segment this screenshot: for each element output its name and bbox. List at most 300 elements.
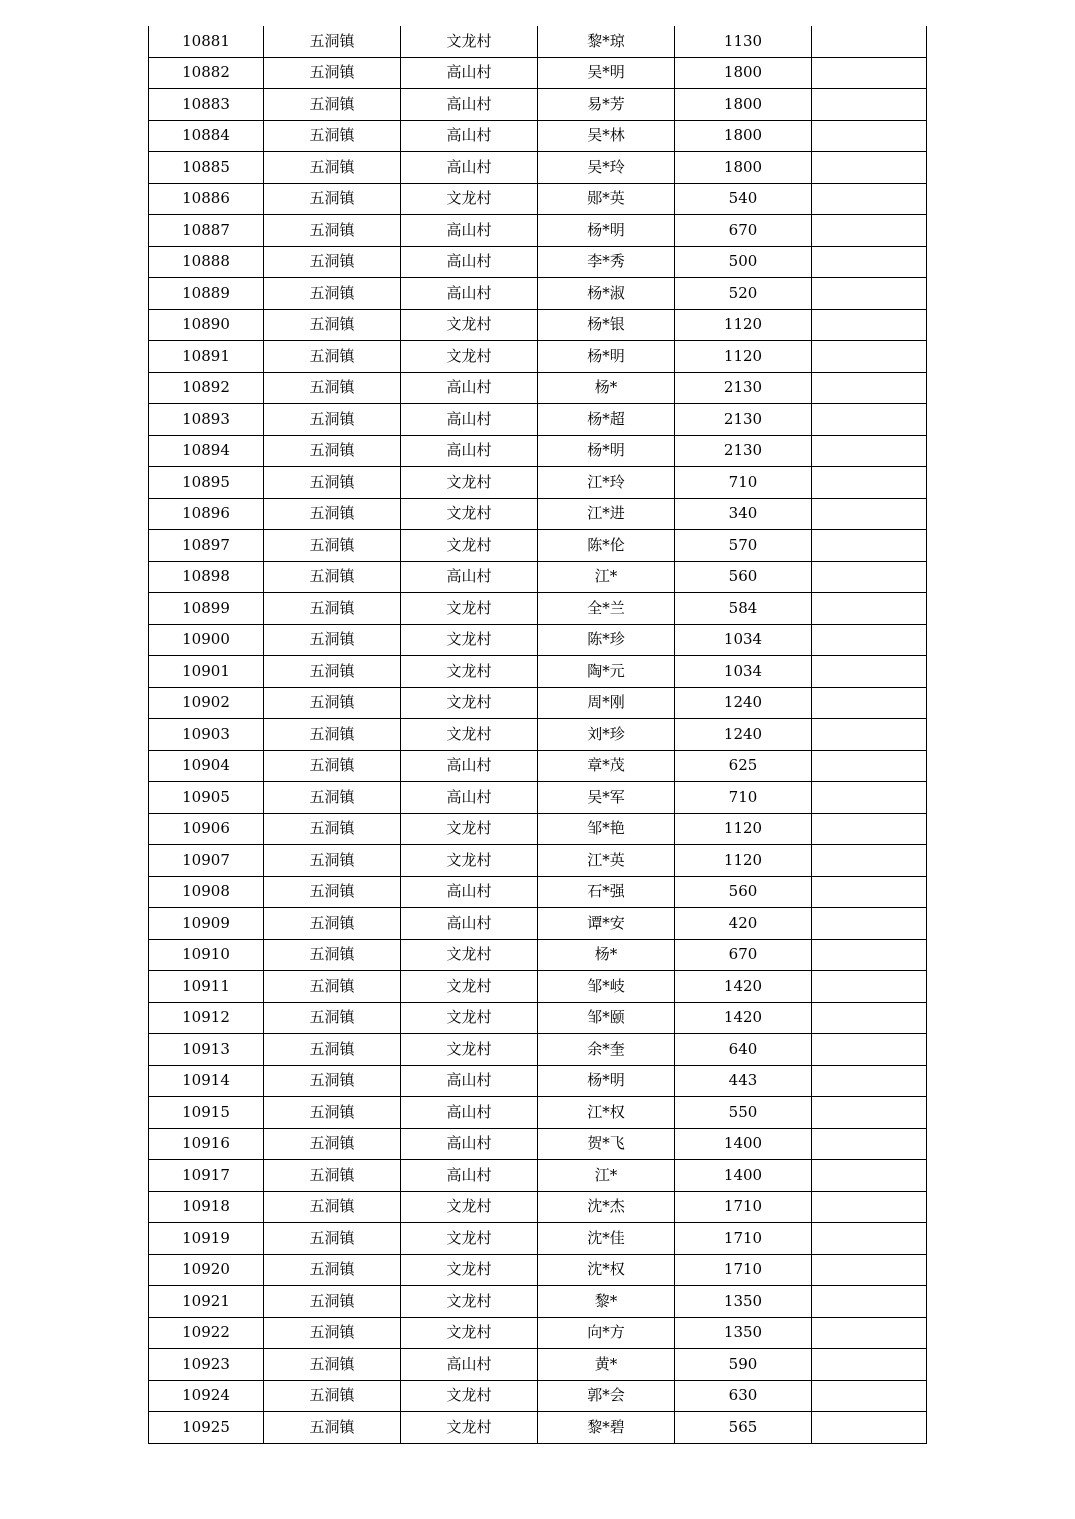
cell-amount: 520 [675,278,812,310]
table-row [149,782,927,814]
cell-note [812,183,927,215]
cell-id: 10900 [149,624,264,656]
cell-amount: 1240 [675,687,812,719]
cell-town: 五洞镇 [264,246,401,278]
cell-id: 10894 [149,435,264,467]
cell-note [812,120,927,152]
cell-id: 10895 [149,467,264,499]
cell-name: 江* [538,1160,675,1192]
cell-town: 五洞镇 [264,1128,401,1160]
cell-amount: 710 [675,467,812,499]
cell-note [812,1380,927,1412]
cell-amount: 1400 [675,1128,812,1160]
table-row [149,278,927,310]
cell-id: 10889 [149,278,264,310]
cell-name: 黎* [538,1286,675,1318]
cell-town: 五洞镇 [264,435,401,467]
cell-name: 吴*玲 [538,152,675,184]
cell-note [812,656,927,688]
cell-name: 沈*佳 [538,1223,675,1255]
cell-village: 高山村 [401,404,538,436]
table-row [149,687,927,719]
cell-town: 五洞镇 [264,152,401,184]
cell-id: 10912 [149,1002,264,1034]
cell-note [812,1002,927,1034]
cell-village: 高山村 [401,1097,538,1129]
cell-village: 高山村 [401,152,538,184]
cell-town: 五洞镇 [264,498,401,530]
cell-village: 高山村 [401,876,538,908]
cell-amount: 560 [675,876,812,908]
cell-id: 10924 [149,1380,264,1412]
cell-note [812,1128,927,1160]
cell-id: 10887 [149,215,264,247]
cell-note [812,687,927,719]
cell-amount: 1350 [675,1317,812,1349]
cell-name: 邹*颐 [538,1002,675,1034]
cell-id: 10918 [149,1191,264,1223]
cell-note [812,1223,927,1255]
cell-amount: 640 [675,1034,812,1066]
table-row [149,1002,927,1034]
cell-name: 沈*杰 [538,1191,675,1223]
cell-note [812,1160,927,1192]
cell-village: 文龙村 [401,1412,538,1444]
cell-note [812,1317,927,1349]
cell-id: 10920 [149,1254,264,1286]
cell-amount: 1034 [675,656,812,688]
cell-id: 10907 [149,845,264,877]
cell-village: 文龙村 [401,939,538,971]
table-row [149,152,927,184]
cell-note [812,845,927,877]
cell-amount: 1800 [675,57,812,89]
cell-note [812,152,927,184]
cell-id: 10901 [149,656,264,688]
cell-village: 高山村 [401,1349,538,1381]
cell-town: 五洞镇 [264,1160,401,1192]
cell-name: 杨*超 [538,404,675,436]
cell-amount: 540 [675,183,812,215]
cell-town: 五洞镇 [264,26,401,57]
table-row [149,1317,927,1349]
cell-village: 文龙村 [401,845,538,877]
cell-name: 刘*珍 [538,719,675,751]
table-row [149,1160,927,1192]
cell-town: 五洞镇 [264,1380,401,1412]
cell-amount: 1120 [675,341,812,373]
cell-name: 周*刚 [538,687,675,719]
cell-name: 陈*珍 [538,624,675,656]
cell-note [812,813,927,845]
cell-town: 五洞镇 [264,530,401,562]
cell-town: 五洞镇 [264,183,401,215]
cell-town: 五洞镇 [264,1254,401,1286]
cell-village: 文龙村 [401,1223,538,1255]
cell-name: 杨* [538,939,675,971]
table-row [149,1254,927,1286]
cell-name: 陶*元 [538,656,675,688]
cell-amount: 420 [675,908,812,940]
cell-town: 五洞镇 [264,404,401,436]
cell-note [812,876,927,908]
cell-amount: 1120 [675,309,812,341]
table-row [149,246,927,278]
cell-amount: 2130 [675,404,812,436]
cell-town: 五洞镇 [264,845,401,877]
cell-name: 杨* [538,372,675,404]
cell-name: 邹*岐 [538,971,675,1003]
cell-name: 郭*会 [538,1380,675,1412]
cell-amount: 1800 [675,152,812,184]
cell-name: 陈*伦 [538,530,675,562]
cell-id: 10892 [149,372,264,404]
table-row [149,215,927,247]
cell-id: 10905 [149,782,264,814]
cell-village: 高山村 [401,435,538,467]
cell-amount: 1710 [675,1223,812,1255]
table-row [149,876,927,908]
cell-name: 杨*明 [538,435,675,467]
table-row [149,372,927,404]
cell-town: 五洞镇 [264,624,401,656]
table-row [149,1034,927,1066]
cell-village: 高山村 [401,278,538,310]
cell-id: 10914 [149,1065,264,1097]
cell-village: 文龙村 [401,624,538,656]
cell-amount: 500 [675,246,812,278]
cell-name: 吴*明 [538,57,675,89]
cell-village: 高山村 [401,57,538,89]
cell-id: 10925 [149,1412,264,1444]
cell-town: 五洞镇 [264,1223,401,1255]
cell-id: 10882 [149,57,264,89]
cell-amount: 1240 [675,719,812,751]
cell-village: 文龙村 [401,1286,538,1318]
table-row [149,26,927,57]
cell-note [812,908,927,940]
cell-village: 文龙村 [401,1317,538,1349]
cell-village: 文龙村 [401,719,538,751]
cell-village: 高山村 [401,750,538,782]
cell-note [812,971,927,1003]
table-row [149,624,927,656]
cell-note [812,341,927,373]
cell-amount: 630 [675,1380,812,1412]
cell-town: 五洞镇 [264,908,401,940]
cell-village: 文龙村 [401,183,538,215]
cell-village: 文龙村 [401,971,538,1003]
cell-id: 10909 [149,908,264,940]
table-row [149,1065,927,1097]
table-row [149,467,927,499]
cell-amount: 670 [675,215,812,247]
cell-name: 向*方 [538,1317,675,1349]
cell-name: 全*兰 [538,593,675,625]
table-row [149,1380,927,1412]
cell-town: 五洞镇 [264,341,401,373]
cell-amount: 1034 [675,624,812,656]
cell-amount: 1420 [675,1002,812,1034]
table-row [149,719,927,751]
table-row [149,561,927,593]
cell-amount: 340 [675,498,812,530]
cell-village: 文龙村 [401,467,538,499]
cell-id: 10881 [149,26,264,57]
cell-id: 10919 [149,1223,264,1255]
table-row [149,593,927,625]
cell-town: 五洞镇 [264,813,401,845]
cell-town: 五洞镇 [264,89,401,121]
cell-town: 五洞镇 [264,1065,401,1097]
cell-village: 文龙村 [401,1002,538,1034]
cell-id: 10888 [149,246,264,278]
cell-village: 高山村 [401,215,538,247]
cell-name: 贺*飞 [538,1128,675,1160]
cell-village: 文龙村 [401,1191,538,1223]
cell-name: 杨*明 [538,1065,675,1097]
cell-id: 10906 [149,813,264,845]
cell-id: 10921 [149,1286,264,1318]
cell-village: 高山村 [401,1128,538,1160]
data-table [148,26,927,1444]
cell-note [812,1097,927,1129]
cell-id: 10884 [149,120,264,152]
cell-note [812,215,927,247]
cell-town: 五洞镇 [264,57,401,89]
cell-village: 高山村 [401,120,538,152]
cell-amount: 584 [675,593,812,625]
cell-note [812,1286,927,1318]
cell-note [812,372,927,404]
table-row [149,656,927,688]
table-row [149,530,927,562]
cell-village: 高山村 [401,908,538,940]
cell-id: 10915 [149,1097,264,1129]
cell-amount: 590 [675,1349,812,1381]
cell-id: 10910 [149,939,264,971]
cell-note [812,1065,927,1097]
cell-note [812,498,927,530]
cell-town: 五洞镇 [264,719,401,751]
cell-town: 五洞镇 [264,971,401,1003]
cell-town: 五洞镇 [264,1412,401,1444]
cell-village: 文龙村 [401,26,538,57]
cell-name: 黄* [538,1349,675,1381]
cell-amount: 710 [675,782,812,814]
cell-amount: 550 [675,1097,812,1129]
cell-amount: 1800 [675,120,812,152]
cell-amount: 625 [675,750,812,782]
cell-id: 10899 [149,593,264,625]
cell-amount: 1420 [675,971,812,1003]
cell-town: 五洞镇 [264,782,401,814]
cell-amount: 1400 [675,1160,812,1192]
cell-amount: 2130 [675,435,812,467]
cell-id: 10890 [149,309,264,341]
table-row [149,1412,927,1444]
cell-id: 10885 [149,152,264,184]
cell-id: 10904 [149,750,264,782]
table-row [149,939,927,971]
cell-village: 高山村 [401,89,538,121]
cell-note [812,467,927,499]
table-row [149,89,927,121]
cell-note [812,26,927,57]
cell-note [812,561,927,593]
cell-village: 文龙村 [401,687,538,719]
cell-name: 章*茂 [538,750,675,782]
cell-id: 10917 [149,1160,264,1192]
table-row [149,435,927,467]
cell-note [812,530,927,562]
cell-town: 五洞镇 [264,467,401,499]
table-row [149,57,927,89]
cell-village: 文龙村 [401,341,538,373]
cell-id: 10896 [149,498,264,530]
cell-town: 五洞镇 [264,656,401,688]
cell-amount: 1710 [675,1254,812,1286]
cell-id: 10922 [149,1317,264,1349]
cell-name: 江*进 [538,498,675,530]
table-row [149,183,927,215]
cell-amount: 670 [675,939,812,971]
cell-village: 文龙村 [401,1254,538,1286]
table-row [149,404,927,436]
cell-name: 沈*权 [538,1254,675,1286]
cell-note [812,435,927,467]
cell-village: 文龙村 [401,656,538,688]
cell-id: 10893 [149,404,264,436]
cell-id: 10911 [149,971,264,1003]
table-row [149,309,927,341]
cell-amount: 1120 [675,845,812,877]
cell-town: 五洞镇 [264,1191,401,1223]
cell-name: 邹*艳 [538,813,675,845]
cell-id: 10898 [149,561,264,593]
cell-note [812,1254,927,1286]
cell-id: 10902 [149,687,264,719]
cell-note [812,1191,927,1223]
cell-amount: 1130 [675,26,812,57]
cell-name: 黎*碧 [538,1412,675,1444]
cell-town: 五洞镇 [264,1002,401,1034]
cell-amount: 560 [675,561,812,593]
cell-note [812,719,927,751]
cell-town: 五洞镇 [264,561,401,593]
cell-name: 易*芳 [538,89,675,121]
cell-amount: 1120 [675,813,812,845]
cell-village: 高山村 [401,1065,538,1097]
cell-id: 10891 [149,341,264,373]
cell-amount: 1800 [675,89,812,121]
cell-amount: 1350 [675,1286,812,1318]
cell-village: 文龙村 [401,813,538,845]
cell-village: 文龙村 [401,309,538,341]
cell-village: 文龙村 [401,530,538,562]
cell-amount: 570 [675,530,812,562]
cell-town: 五洞镇 [264,750,401,782]
table-row [149,908,927,940]
cell-name: 吴*林 [538,120,675,152]
cell-village: 文龙村 [401,1380,538,1412]
cell-note [812,782,927,814]
cell-note [812,1412,927,1444]
table-row [149,341,927,373]
cell-town: 五洞镇 [264,1097,401,1129]
cell-note [812,89,927,121]
cell-id: 10908 [149,876,264,908]
table-row [149,498,927,530]
cell-town: 五洞镇 [264,120,401,152]
cell-town: 五洞镇 [264,1034,401,1066]
cell-note [812,278,927,310]
cell-id: 10913 [149,1034,264,1066]
cell-note [812,1349,927,1381]
cell-town: 五洞镇 [264,309,401,341]
cell-name: 杨*银 [538,309,675,341]
cell-note [812,939,927,971]
cell-id: 10883 [149,89,264,121]
cell-name: 江* [538,561,675,593]
table-row [149,120,927,152]
cell-town: 五洞镇 [264,215,401,247]
cell-note [812,404,927,436]
table-row [149,971,927,1003]
cell-amount: 1710 [675,1191,812,1223]
cell-name: 石*强 [538,876,675,908]
cell-town: 五洞镇 [264,593,401,625]
cell-note [812,309,927,341]
table-row [149,750,927,782]
cell-note [812,57,927,89]
cell-town: 五洞镇 [264,687,401,719]
cell-town: 五洞镇 [264,1286,401,1318]
table-row [149,1223,927,1255]
cell-village: 高山村 [401,561,538,593]
table-row [149,1286,927,1318]
cell-town: 五洞镇 [264,372,401,404]
cell-town: 五洞镇 [264,278,401,310]
cell-amount: 2130 [675,372,812,404]
cell-name: 谭*安 [538,908,675,940]
cell-id: 10923 [149,1349,264,1381]
cell-name: 杨*明 [538,215,675,247]
cell-id: 10886 [149,183,264,215]
cell-village: 高山村 [401,372,538,404]
cell-note [812,624,927,656]
cell-village: 高山村 [401,1160,538,1192]
cell-note [812,750,927,782]
cell-name: 杨*淑 [538,278,675,310]
table-body [149,26,927,1443]
table-row [149,1128,927,1160]
cell-name: 李*秀 [538,246,675,278]
cell-town: 五洞镇 [264,876,401,908]
cell-village: 文龙村 [401,1034,538,1066]
cell-name: 吴*军 [538,782,675,814]
cell-note [812,246,927,278]
table-row [149,1349,927,1381]
cell-town: 五洞镇 [264,939,401,971]
cell-note [812,1034,927,1066]
cell-village: 文龙村 [401,593,538,625]
cell-village: 高山村 [401,246,538,278]
cell-name: 余*奎 [538,1034,675,1066]
cell-town: 五洞镇 [264,1317,401,1349]
cell-name: 郧*英 [538,183,675,215]
cell-village: 高山村 [401,782,538,814]
